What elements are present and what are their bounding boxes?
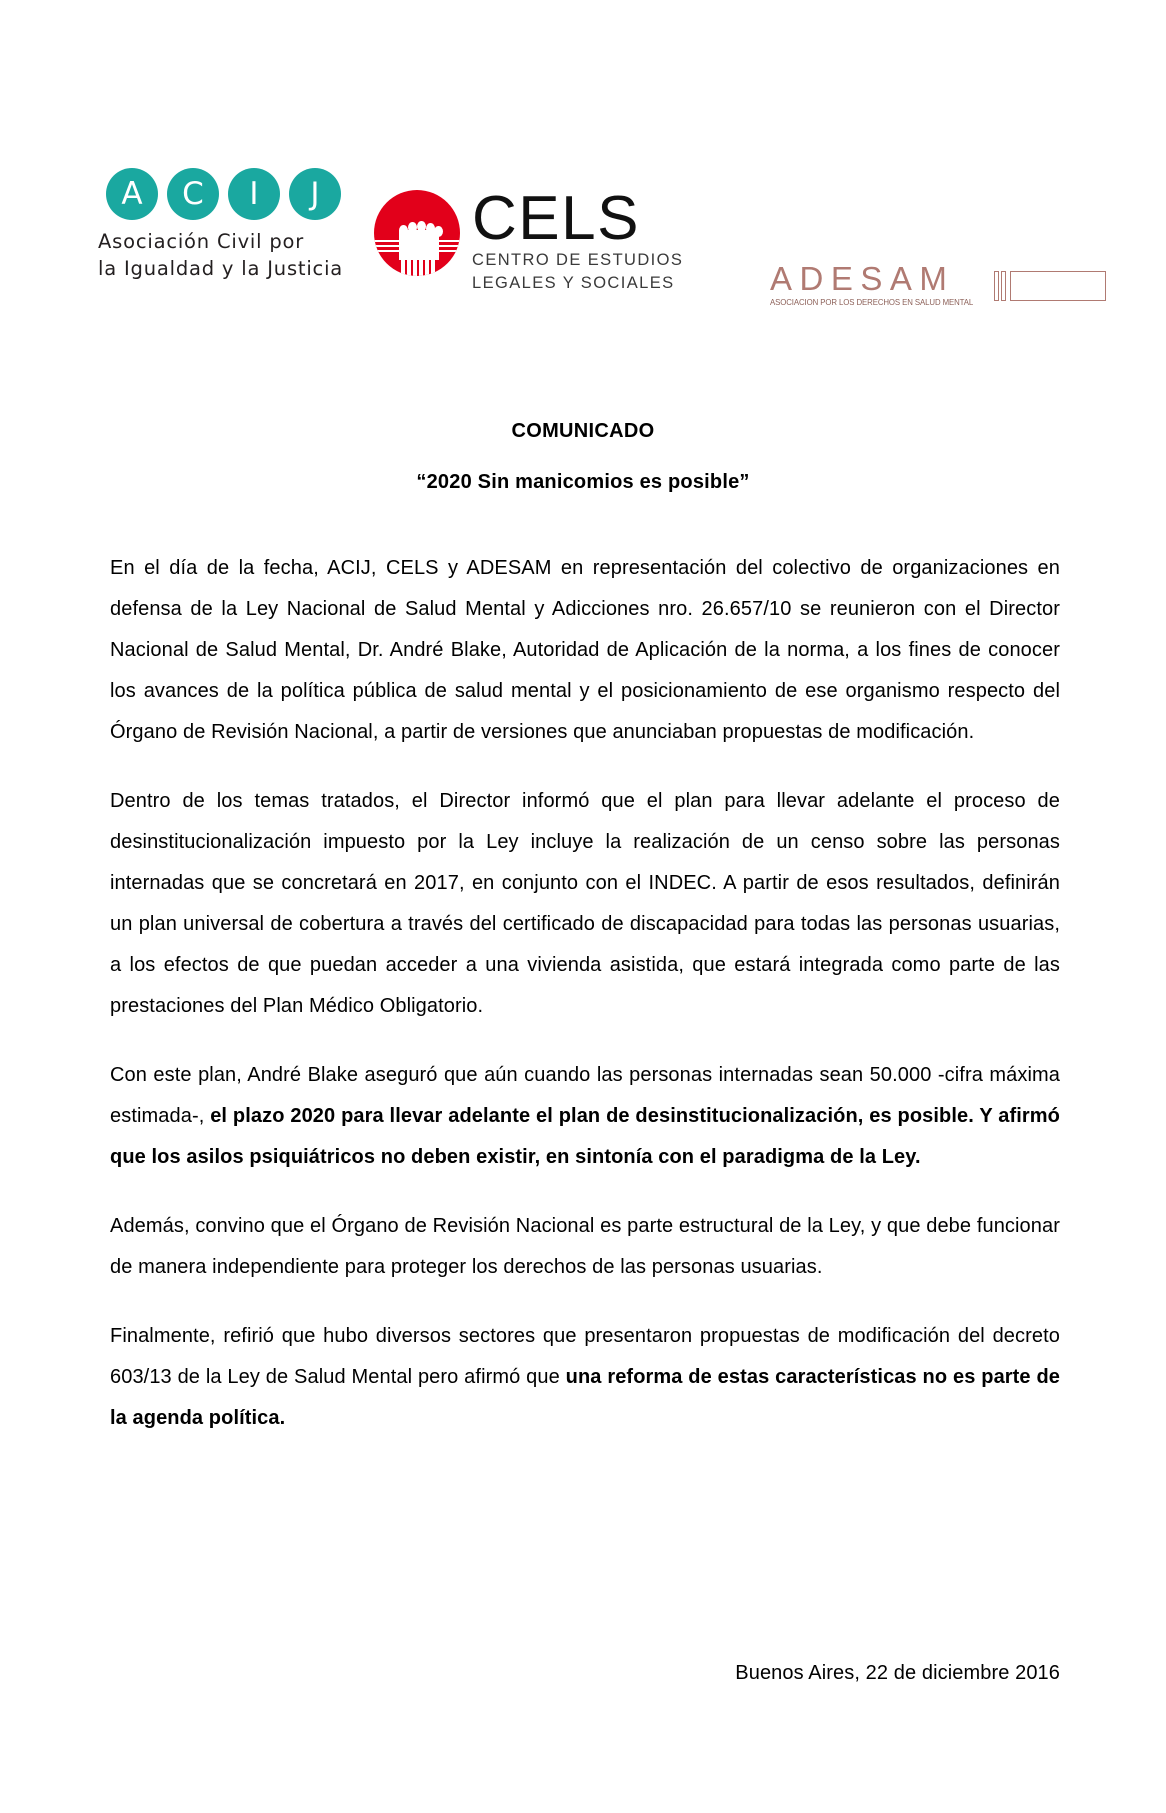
acij-letter-a: A xyxy=(106,168,158,220)
cels-subtitle-line-1: CENTRO DE ESTUDIOS xyxy=(472,251,684,270)
adesam-wordmark xyxy=(770,262,991,307)
acij-letter-i: I xyxy=(228,168,280,220)
emphasis-text: una reforma de estas características no es parte de la agenda política. xyxy=(110,1366,1061,1429)
adesam-word: ADESAM xyxy=(770,260,955,297)
cels-word: CELS xyxy=(472,184,640,253)
cels-logo xyxy=(374,184,684,293)
paragraph xyxy=(110,1316,1060,1439)
adesam-bars-icon xyxy=(994,271,1106,301)
acij-tagline-line-2: la Igualdad y la Justicia xyxy=(98,256,344,280)
acij-tagline-line-1: Asociación Civil por xyxy=(98,230,305,253)
acij-letter-c: C xyxy=(167,168,219,220)
acij-tagline xyxy=(98,229,348,283)
signature-line: Buenos Aires, 22 de diciembre 2016 xyxy=(735,1662,1060,1684)
adesam-logo xyxy=(770,262,1106,307)
document-body xyxy=(110,548,1060,1439)
body-text: Finalmente, refirió que hubo diversos sectores que presentaron propuestas de modificación del decreto 603/13 de la Ley de Salud Mental pero afirmó que xyxy=(110,1325,1060,1388)
page-subtitle: “2020 Sin manicomios es posible” xyxy=(416,471,750,493)
paragraph xyxy=(110,1055,1060,1178)
emphasis-text: el plazo 2020 para llevar adelante el plan de desinstitucionalización, es posible. Y afirmó que los asilos psiquiátricos no deben existir, en sintonía con el paradigma de la Ley. xyxy=(110,1105,1060,1168)
body-text: Además, convino que el Órgano de Revisión Nacional es parte estructural de la Ley, y que debe funcionar de manera independiente para proteger los derechos de las personas usuarias. xyxy=(110,1215,1060,1278)
paragraph xyxy=(110,548,1060,753)
body-text: Dentro de los temas tratados, el Director informó que el plan para llevar adelante el proceso de desinstitucionalización impuesto por la Ley incluye la realización de un censo sobre las personas internadas que se concretará en 2017, en conjunto con el INDEC. A partir de esos resultados, definirán un plan universal de cobertura a través del certificado de discapacidad para todas las personas usuarias, a los efectos de que puedan acceder a una vivienda asistida, que estará integrada como parte de las prestaciones del Plan Médico Obligatorio. xyxy=(110,790,1060,1017)
cels-circle-icon xyxy=(374,190,460,276)
cels-subtitle-line-2: LEGALES Y SOCIALES xyxy=(472,274,675,293)
acij-letter-j: J xyxy=(289,168,341,220)
paragraph xyxy=(110,781,1060,1027)
acij-letter-circles xyxy=(106,168,348,220)
acij-logo xyxy=(98,168,348,283)
body-text: En el día de la fecha, ACIJ, CELS y ADESAM en representación del colectivo de organizaciones en defensa de la Ley Nacional de Salud Mental y Adicciones nro. 26.657/10 se reunieron con el Director Nacional de Salud Mental, Dr. André Blake, Autoridad de Aplicación de la norma, a los fines de conocer los avances de la política pública de salud mental y el posicionamiento de ese organismo respecto del Órgano de Revisión Nacional, a partir de versiones que anunciaban propuestas de modificación. xyxy=(110,557,1060,743)
paragraph xyxy=(110,1206,1060,1288)
cels-wordmark xyxy=(472,184,684,293)
page-title: COMUNICADO xyxy=(511,420,655,442)
adesam-subtitle: ASOCIACION POR LOS DERECHOS EN SALUD MENTAL xyxy=(770,297,974,307)
body-text: Con este plan, André Blake aseguró que aún cuando las personas internadas sean 50.000 -cifra máxima estimada-, xyxy=(110,1064,1060,1127)
